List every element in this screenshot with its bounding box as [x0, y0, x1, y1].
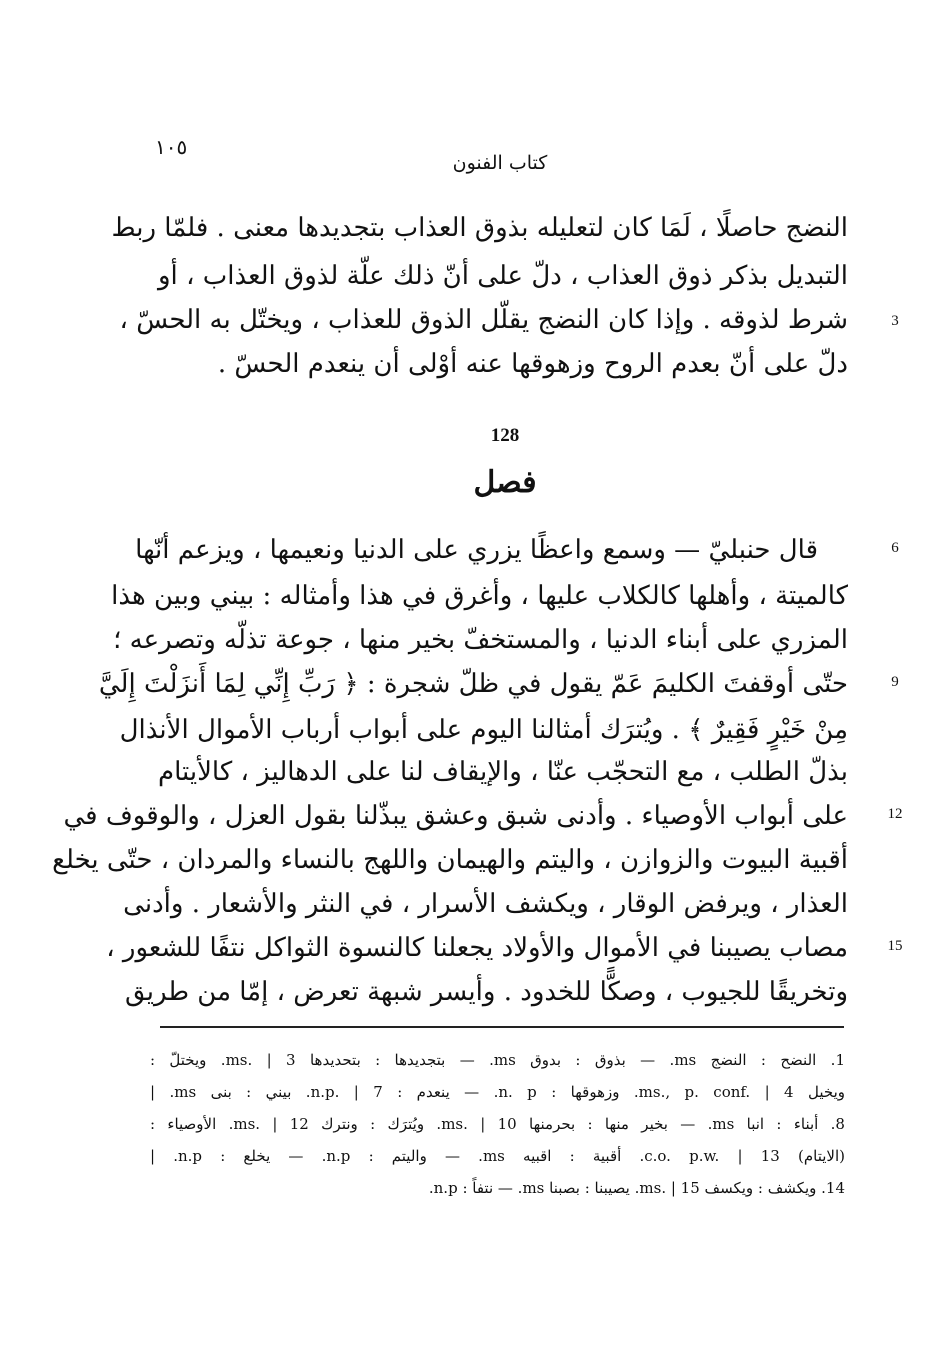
footnote-line: ويخيل ms., p. conf. | 4. وزهوقها : n. p. — ينعدم : n.p. | 7. بيني : بنى ms. | — [150, 1083, 846, 1101]
text-line: التبديل بذكر ذوق العذاب ، دلّ على أنّ ذلك علّة لذوق العذاب ، أو — [158, 261, 848, 291]
text-line: المزري على أبناء الدنيا ، والمستخفّ بخير منها ، جوعة تذلّه وتصرعه ؛ — [113, 625, 848, 655]
text-line: النضج حاصلًا ، لَمَا كان لتعليله بذوق العذاب بتجديدها معنى . فلمّا ربط — [111, 213, 848, 243]
text-line: مصاب يصيبنا في الأموال والأولاد يجعلنا كالنسوة الثواكل نتفًا للشعور ، — [106, 933, 848, 963]
line-number: 3 — [891, 313, 899, 329]
text-line: بذلّ الطلب ، مع التحجّب عنّا ، والإيقاف لنا على الدهاليز ، كالأيتام — [158, 757, 848, 787]
section-title: فصل — [473, 465, 537, 500]
text-line: كالميتة ، وأهلها كالكلاب عليها ، وأغرق في هذا وأمثاله : بيني وبين هذا — [111, 581, 848, 611]
page-number: ١٠٥ — [155, 135, 188, 159]
footnote-line: 14. ويكشف : ويكسف ms. | 15. يصيبنا : بصبنا ms. — نتفاً : n.p. — [428, 1179, 845, 1197]
text-line: دلّ على أنّ بعدم الروح وزهوقها عنه أوْلى أن ينعدم الحسّ . — [217, 349, 848, 379]
footnote-line: 8. أبناء : انبا ms. — بخير منها : بحرمنها ms. | 10. ويُترَك : ونترك ms. | 12. الأوصياء : — [150, 1115, 845, 1133]
text-line: قال حنبليّ — وسمع واعظًا يزري على الدنيا ونعيمها ، ويزعم أنّها — [135, 535, 818, 565]
text-line: على أبواب الأوصياء . وأدنى شبق وعشق يبذّلنا بقول العزل ، والوقوف في — [63, 801, 848, 831]
line-number: 12 — [887, 806, 903, 822]
footnote-divider — [160, 1026, 844, 1028]
section-number: 128 — [490, 425, 520, 446]
line-number: 6 — [891, 540, 899, 556]
text-line: وتخريقًا للجيوب ، وصكًّا للخدود . وأيسر شبهة تعرض ، إمّا من طريق — [125, 977, 848, 1007]
text-line: حتّى أوقفتَ الكليمَ عَمّ يقول في ظلّ شجرة : ﴿ رَبِّ إِنِّي لِمَا أَنزَلْتَ إِلَيَّ — [98, 669, 848, 699]
footnote-line: (الايتام) c.o. p.w. | 13. أقبية : اقبيه ms. — واليتم : n.p. — يخلع : n.p. | — [150, 1147, 845, 1165]
running-head: كتاب الفنون — [452, 152, 548, 174]
text-line: مِنْ خَيْرٍ فَقِيرٌ ﴾ . ويُترَك أمثالنا اليوم على أبواب أرباب الأموال الأنذال — [119, 715, 848, 745]
text-line: شرط لذوقه . وإذا كان النضج يقلّل الذوق للعذاب ، ويختّل به الحسّ ، — [119, 305, 848, 335]
footnote-line: 1. النضح : النضج ms. — بذوق : بدوق ms. — بتجديدها : بتحديدها ms. | 3. ويختلّ : — [150, 1051, 845, 1069]
line-number: 9 — [891, 674, 899, 690]
line-number: 15 — [887, 938, 903, 954]
text-line: العذار ، ويرفض الوقار ، ويكشف الأسرار ، في النثر والأشعار . وأدنى — [123, 889, 848, 919]
text-line: أقبية البيوت والزوازن ، واليتم والهيمان واللهج بالنساء والمردان ، حتّى يخلع — [52, 845, 848, 875]
